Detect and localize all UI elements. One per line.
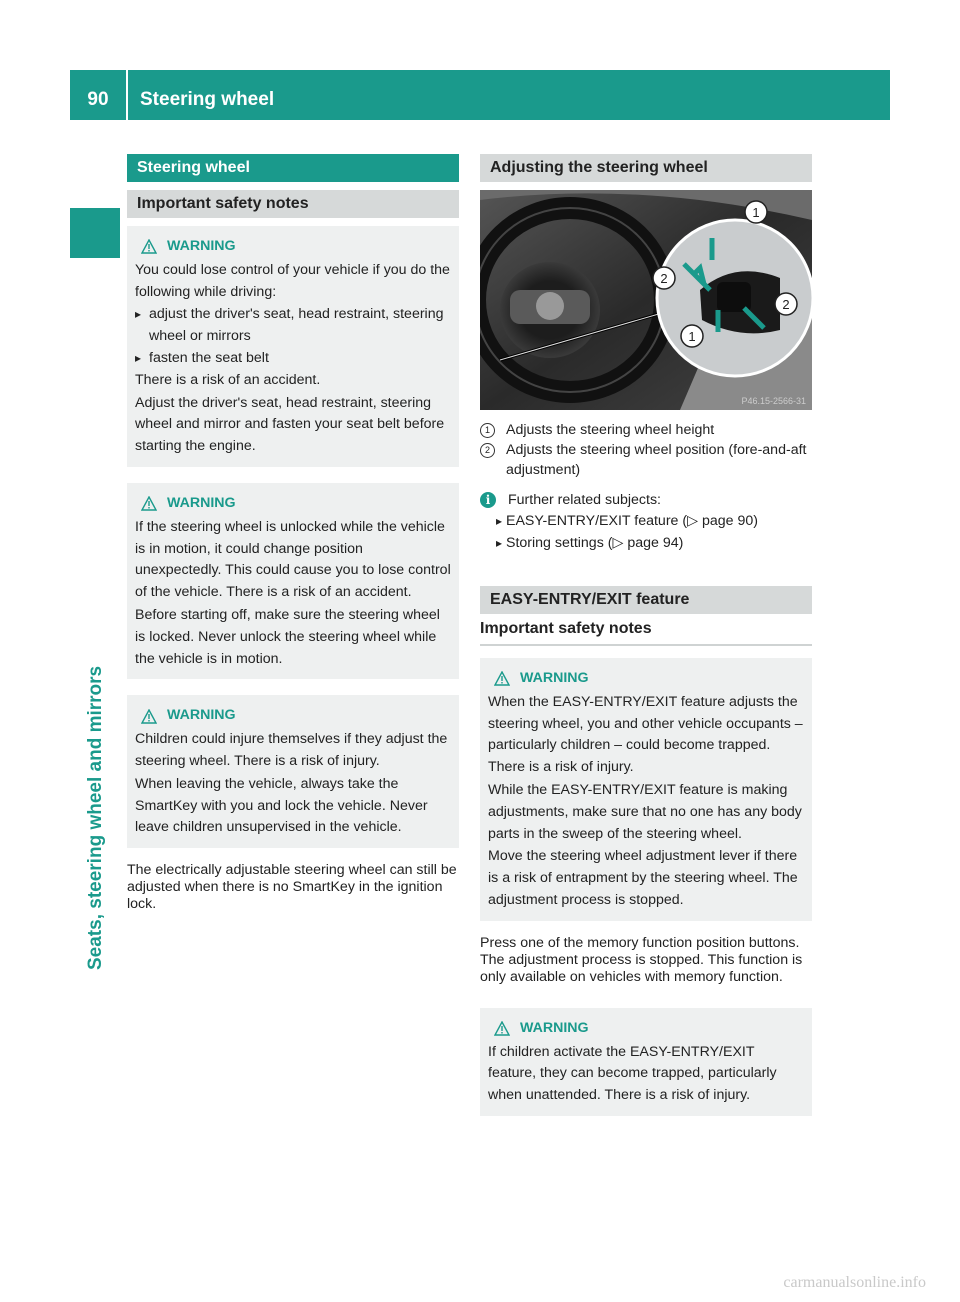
warning-risk: There is a risk of an accident. [135,371,321,388]
warning-heading: WARNING [494,1018,804,1040]
subsection-title-safety-notes-2: Important safety notes [480,614,812,646]
warning-triangle-icon [141,709,157,724]
warning-text: You could lose control of your vehicle if you do the following while driving: [135,261,450,300]
related-subjects-list [480,510,812,554]
info-note [480,490,812,510]
warning-action: Move the steering wheel adjustment lever if there is a risk of entrapment by the steering wheel. The adjustment process is stopped. [488,848,798,908]
chapter-label: Seats, steering wheel and mirrors [85,665,106,970]
warning-box-4 [480,658,812,921]
warning-text: While the EASY-ENTRY/EXIT feature is making adjustments, make sure that no one has any body parts in the sweep of the steering wheel. [488,781,802,842]
section-title-steering-wheel: Steering wheel [127,154,459,182]
callout-2 [480,440,812,480]
warning-box-3 [127,695,459,848]
warning-heading: WARNING [141,493,451,515]
page-ref-arrow-icon: ▷ [687,513,699,529]
figure-label-2: 2 [660,271,668,286]
warning-action: When leaving the vehicle, always take the SmartKey with you and lock the vehicle. Never leave children unsupervised in the vehicle. [135,775,428,836]
callout-text: Adjusts the steering wheel height [506,422,715,438]
warning-triangle-icon [141,239,157,254]
subsection-title-safety-notes: Important safety notes [127,190,459,218]
list-item[interactable]: ▸ Storing settings (▷ page 94) [496,532,812,554]
info-title: Further related subjects: [508,492,661,508]
warning-triangle-icon [494,1021,510,1036]
warning-text: Children could injure themselves if they adjust the steering wheel. There is a risk of injury. [135,731,448,769]
callout-1 [480,420,812,440]
warning-text: If the steering wheel is unlocked while the vehicle is in motion, it could change position unexpectedly. This could cause you to lose control of the vehicle. There is a risk of an accident. [135,518,451,601]
figure-code: P46.15-2566-31 [741,396,806,406]
chapter-tab [70,208,120,258]
steering-wheel-illustration [480,190,812,410]
warning-heading: WARNING [494,668,804,690]
callout-number: 2 [480,443,495,458]
page-title: Steering wheel [140,89,275,110]
watermark: carmanualsonline.info [783,1274,926,1291]
list-item: ▸ adjust the driver's seat, head restraint, steering wheel or mirrors [135,304,451,348]
steering-wheel-figure [480,190,812,410]
left-column [127,154,459,913]
warning-text: If children activate the EASY-ENTRY/EXIT feature, they can become trapped, particularly when unattended. There is a risk of injury. [488,1043,777,1104]
callout-text: Adjusts the steering wheel position (fore-and-aft adjustment) [506,442,807,478]
warning-box-1 [127,226,459,467]
list-item: ▸ fasten the seat belt [135,348,451,370]
callout-number: 1 [480,423,495,438]
warning-bullet-list [135,304,451,369]
section-title-adjusting: Adjusting the steering wheel [480,154,812,182]
figure-label-1: 1 [688,329,696,344]
warning-triangle-icon [141,496,157,511]
info-icon: i [480,492,496,508]
warning-action: Adjust the driver's seat, head restraint, steering wheel and mirror and fasten your seat belt before starting the engine. [135,394,445,455]
warning-text: When the EASY-ENTRY/EXIT feature adjusts the steering wheel, you and other vehicle occupants – particularly children – could become trapped. There is a risk of injury. [488,693,803,776]
page-number: 90 [87,89,109,110]
list-item[interactable]: ▸ EASY-ENTRY/EXIT feature (▷ page 90) [496,510,812,532]
body-paragraph: Press one of the memory function position buttons. The adjustment process is stopped. This function is only available on vehicles with memory function. [480,934,803,985]
figure-label-2: 2 [782,297,790,312]
right-column [480,154,812,1116]
warning-heading: WARNING [141,705,451,727]
figure-callouts [480,420,812,480]
warning-heading: WARNING [141,236,451,258]
warning-triangle-icon [494,671,510,686]
page-ref-arrow-icon: ▷ [612,535,624,551]
warning-box-2 [127,483,459,679]
header-separator [126,70,128,120]
warning-action: Before starting off, make sure the steering wheel is locked. Never unlock the steering wheel while the vehicle is in motion. [135,606,440,667]
figure-label-1: 1 [752,205,760,220]
warning-box-5 [480,1008,812,1116]
body-paragraph: The electrically adjustable steering wheel can still be adjusted when there is no SmartKey in the ignition lock. [127,862,457,913]
section-title-easy-entry: EASY-ENTRY/EXIT feature [480,586,812,614]
